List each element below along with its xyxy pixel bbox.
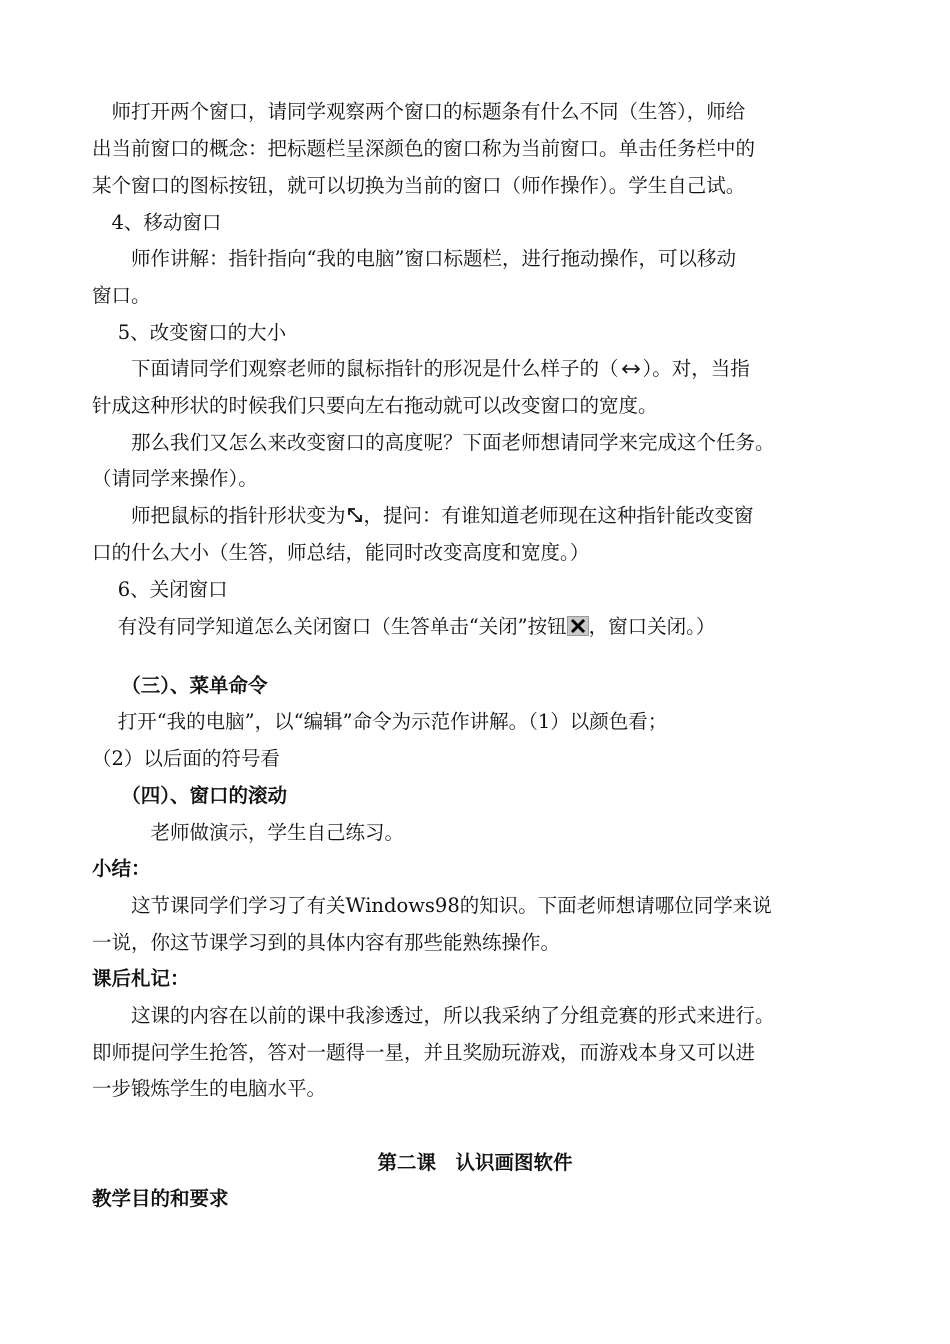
paragraph-line: （请同学来操作）。 (92, 467, 258, 490)
section-title-window-scroll: （四）、窗口的滚动 (92, 784, 288, 807)
paragraph-line: 师打开两个窗口，请同学观察两个窗口的标题条有什么不同（生答），师给 (92, 100, 746, 123)
paragraph-line: 出当前窗口的概念：把标题栏呈深颜色的窗口称为当前窗口。单击任务栏中的 (92, 137, 756, 160)
paragraph-line: 老师做演示，学生自己练习。 (92, 821, 405, 844)
paragraph-line: 一步锻炼学生的电脑水平。 (92, 1077, 327, 1100)
paragraph-line: 某个窗口的图标按钮，就可以切换为当前的窗口（师作操作）。学生自己试。 (92, 174, 746, 197)
diagonal-resize-arrow-icon (346, 505, 364, 523)
summary-title: 小结： (92, 857, 151, 880)
paragraph-line: 师作讲解：指针指向“我的电脑”窗口标题栏，进行拖动操作，可以移动 (92, 247, 736, 270)
text-segment: ，提问：有谁知道老师现在这种指针能改变窗 (363, 504, 754, 527)
paragraph-line: 打开“我的电脑”，以“编辑”命令为示范作讲解。（1）以颜色看； (92, 710, 668, 733)
text-segment: 下面请同学们观察老师的鼠标指针的形况是什么样子的（ (92, 357, 619, 380)
text-segment: ）。对，当指 (642, 357, 750, 380)
close-button-icon (567, 616, 589, 636)
paragraph-line: 这课的内容在以前的课中我渗透过，所以我采纳了分组竞赛的形式来进行。 (92, 1004, 775, 1027)
paragraph-line: 口的什么大小（生答，师总结，能同时改变高度和宽度。） (92, 541, 590, 564)
paragraph-line: 这节课同学们学习了有关Windows98的知识。下面老师想请哪位同学来说 (92, 894, 772, 917)
text-segment: 有没有同学知道怎么关闭窗口（生答单击“关闭”按钮 (92, 615, 567, 638)
paragraph-line: 一说，你这节课学习到的具体内容有那些能熟练操作。 (92, 931, 561, 954)
paragraph-line: 那么我们又怎么来改变窗口的高度呢？下面老师想请同学来完成这个任务。 (92, 431, 775, 454)
paragraph-line: （2）以后面的符号看 (92, 747, 280, 770)
horizontal-resize-arrow-icon (619, 359, 643, 377)
section-title-menu-commands: （三）、菜单命令 (92, 674, 268, 697)
paragraph-line: 窗口。 (92, 284, 151, 307)
paragraph-line: 即师提问学生抢答，答对一题得一星，并且奖励玩游戏，而游戏本身又可以进 (92, 1041, 756, 1064)
paragraph-line (92, 356, 867, 382)
paragraph-line: 针成这种形状的时候我们只要向左右拖动就可以改变窗口的宽度。 (92, 394, 658, 417)
text-segment: ，窗口关闭。） (588, 615, 716, 638)
heading-move-window: 4、移动窗口 (92, 211, 222, 234)
paragraph-line (92, 503, 867, 529)
objectives-title: 教学目的和要求 (92, 1187, 229, 1210)
notes-title: 课后札记： (92, 967, 190, 990)
text-segment: 师把鼠标的指针形状变为 (92, 504, 346, 527)
heading-resize-window: 5、改变窗口的大小 (92, 321, 287, 344)
heading-close-window: 6、关闭窗口 (92, 578, 228, 601)
lesson-title: 第二课 认识画图软件 (377, 1151, 573, 1174)
paragraph-line (92, 614, 867, 640)
